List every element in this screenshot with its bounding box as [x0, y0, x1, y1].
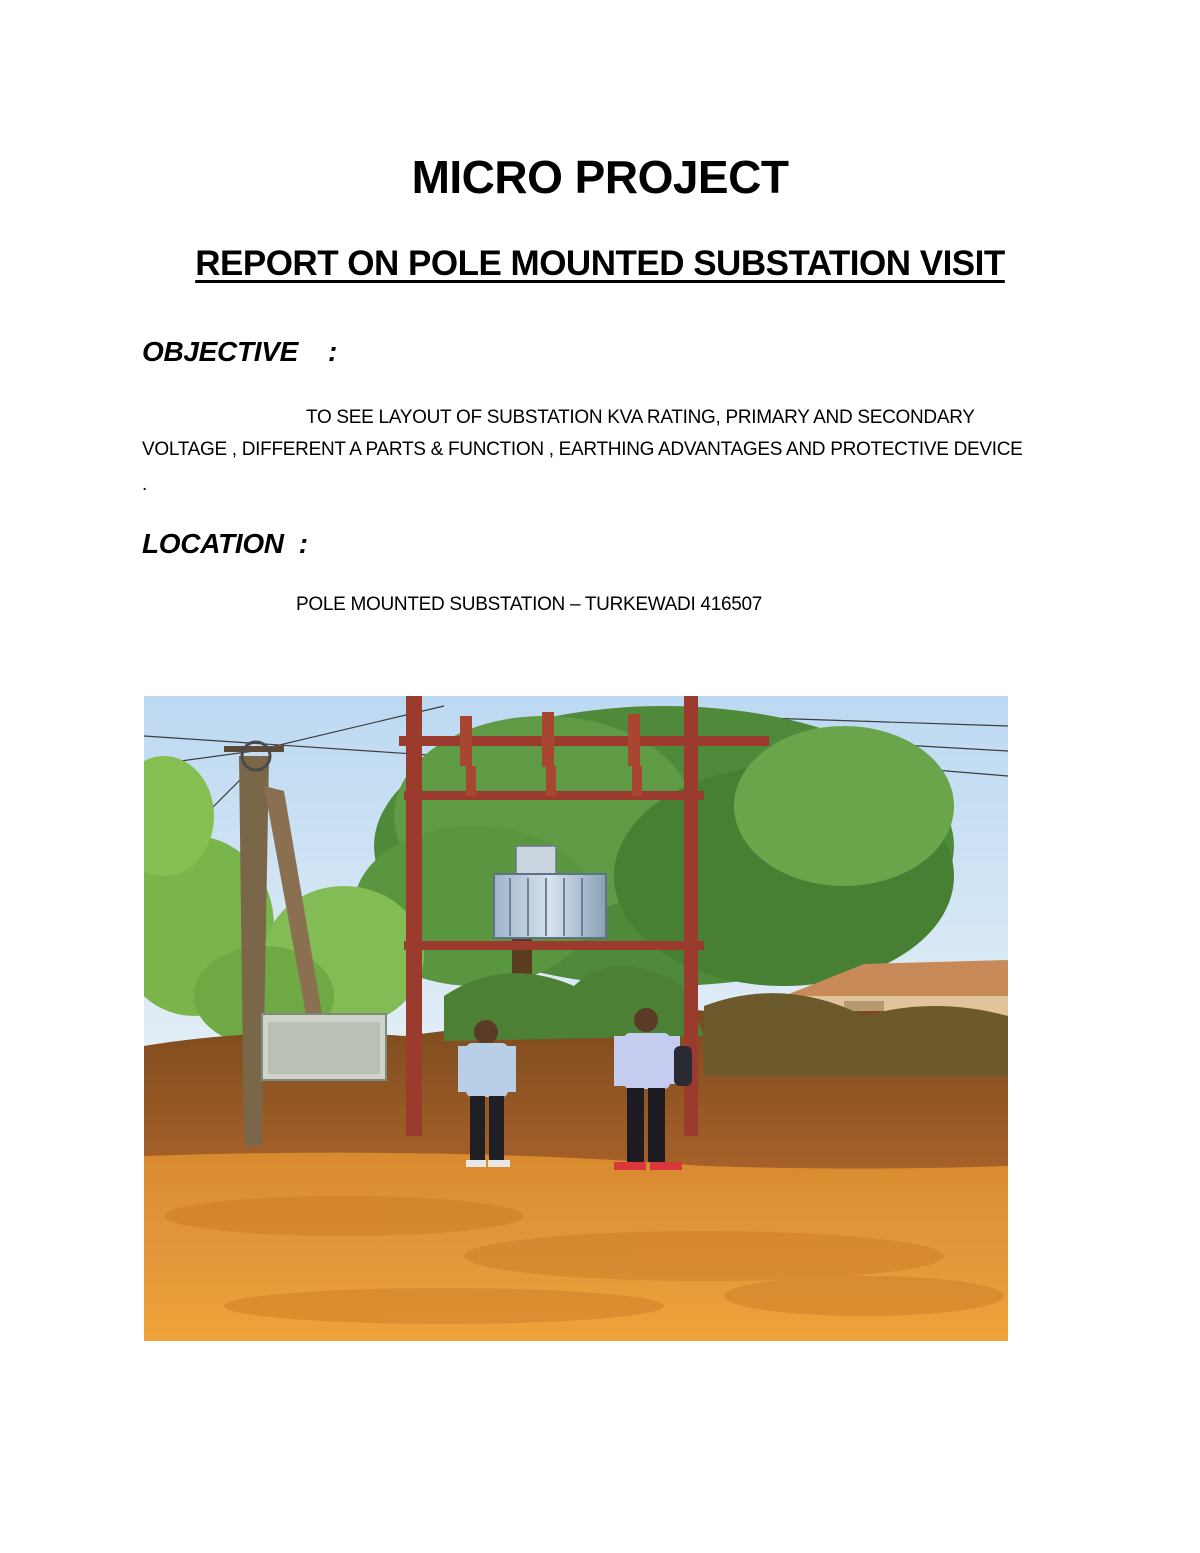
objective-heading — [142, 336, 337, 368]
substation-photo — [144, 696, 1008, 1341]
substation-photo-illustration — [144, 696, 1008, 1341]
objective-text-line-1: TO SEE LAYOUT OF SUBSTATION KVA RATING, PRIMARY AND SECONDARY — [306, 407, 975, 428]
objective-heading-colon: : — [327, 336, 337, 367]
document-title: MICRO PROJECT — [411, 151, 789, 203]
location-text: POLE MOUNTED SUBSTATION – TURKEWADI 416507 — [296, 594, 763, 615]
objective-text-line-2: VOLTAGE , DIFFERENT A PARTS & FUNCTION , EARTHING ADVANTAGES AND PROTECTIVE DEVICE — [142, 439, 1023, 460]
location-heading-label: LOCATION — [142, 528, 284, 559]
objective-text-line-3: . — [142, 474, 147, 495]
document-subtitle: REPORT ON POLE MOUNTED SUBSTATION VISIT — [195, 244, 1005, 283]
location-heading-colon: : — [298, 528, 308, 559]
objective-heading-label: OBJECTIVE — [142, 336, 299, 367]
location-heading — [142, 528, 308, 560]
